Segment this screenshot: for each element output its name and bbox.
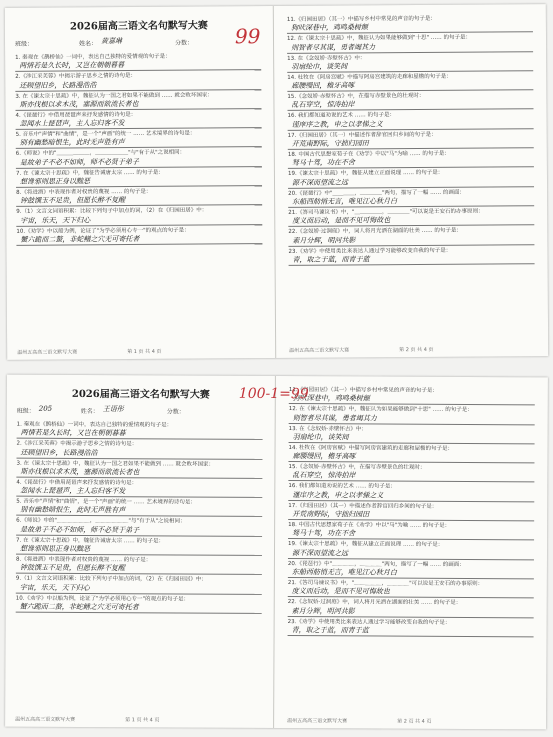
question-list-right (277, 4, 547, 266)
score-label: 分数： (166, 408, 185, 416)
question-item: 19.《谏太宗十思疏》中，魏征从建立正面说理 …… 的句子是： 源不深而望流之远 (288, 169, 540, 189)
handwritten-answer: 蟹六跪而二螯，非蛇鳝之穴无可寄托者 (16, 234, 262, 246)
question-item: 22.《念奴娇·过洞庭》中，词人将月光洒在湖面的壮美 …… 的句子是： 素月分辉，明河共影 (288, 226, 540, 246)
handwritten-answer: 东船西舫悄无言，唯见江心秋月白 (288, 568, 534, 579)
question-item: 1. 秦观在《鹊桥仙》一词中，表达自己独特的爱情观的句子是： 两情若是久长时，又岂在朝朝暮暮 (17, 421, 269, 441)
handwritten-answer: 则智者尽其谋，勇者竭其力 (287, 42, 533, 54)
exam-sheet-2 (5, 375, 548, 730)
question-item: 19.《谏太宗十思疏》中，魏征从建立正面说理 …… 的句子是： 源不深而望流之远 (288, 540, 540, 560)
handwritten-answer: 是故弟子不必不如师，师不必贤于弟子 (16, 157, 262, 169)
question-item: 18. 中国古代思想家荀子在《劝学》中以"马"为喻 …… 的句子是： 驽马十驾，功在不舍 (288, 521, 540, 541)
page-footer: 温州五高高三语文默写大赛 第 1 页 共 4 页 (17, 348, 162, 356)
handwritten-answer: 忽闻水上琵琶声，主人忘归客不发 (16, 487, 262, 498)
handwritten-answer: 斯亦伐根以求木茂，塞源而欲流长者也 (16, 468, 262, 479)
handwritten-answer: 想谗邪则思正身以黜恶 (16, 545, 262, 556)
handwritten-answer: 是故弟子不必不如师，师不必贤于弟子 (16, 525, 262, 536)
handwritten-answer: 钟鼓馔玉不足贵，但愿长醉不复醒 (16, 564, 262, 575)
question-item: 11.《归园田居》（其一）中描写乡村中常见的声音的句子是： 狗吠深巷中，鸡鸣桑树颠 (289, 386, 541, 406)
question-item: 14. 杜牧在《阿房宫赋》中描写阿房宫建筑的走廊和屋檐的句子是： 廊腰缦回，檐牙高啄 (288, 444, 540, 464)
handwritten-answer: 斯亦伐根以求木茂，塞源而欲流长者也 (15, 99, 261, 111)
handwritten-answer: 别有幽愁暗恨生，此时无声胜有声 (16, 506, 262, 517)
handwritten-answer: 羽扇纶巾，谈笑间 (289, 433, 535, 444)
question-item: 9.（1）文言文词语积累：比较下列句子中加点的词，（2）在《归园田居》中： 宇宙，乐天，天下归心 (16, 206, 268, 226)
red-score-mark: 100-1=99 (238, 385, 309, 403)
question-item: 15.《念奴娇·赤壁怀古》中，在描写赤壁景色的壮观时： 乱石穿空，惊涛拍岸 (287, 91, 539, 111)
question-item: 17.《归园田居》（其一）中描述作者辞官回归乡间的句子是： 开荒南野际，守拙归园田 (288, 502, 540, 522)
question-item: 23.《劝学》中使用类比来表达人通过学习能够改变自我的句子是： 青，取之于蓝，而青于蓝 (288, 246, 540, 266)
question-item: 6.《师说》中的"＿＿＿＿＿＿，＿＿＿＿＿＿"与"有于从"之说相同： 是故弟子不必不如师，师不必贤于弟子 (16, 149, 268, 169)
handwritten-answer: 还顾望旧乡，长路漫浩浩 (16, 448, 262, 459)
handwritten-answer: 度义而后动，是而不见可悔故也 (288, 587, 534, 598)
question-item: 7. 在《谏太宗十思疏》中，魏征告诫唐太宗 …… 的句子是： 想谗邪则思正身以黜恶 (16, 168, 268, 188)
question-item: 23.《劝学》中使用类比来表达人通过学习能够改变自我的句子是： 青，取之于蓝，而青于蓝 (288, 618, 540, 638)
question-item: 5. 音乐中"声情"和"曲情"，是一个"声画"的统一 …… 艺术境界的诗句是： 别有幽愁暗恨生，此时无声胜有声 (16, 498, 268, 518)
handwritten-answer: 蟹六跪而二螯，非蛇鳝之穴无可寄托者 (16, 603, 262, 614)
name-label: 姓名： (79, 40, 98, 48)
question-item: 3. 在《谏太宗十思疏》中，魏征认为一国之君如果不能做到 …… 就会败坏国家： 斯亦伐根以求木茂，塞源而欲流长者也 (15, 91, 267, 111)
class-label: 班级： (15, 40, 34, 48)
handwritten-answer: 源不深而望流之远 (288, 549, 534, 560)
handwritten-answer: 青，取之于蓝，而青于蓝 (288, 626, 534, 637)
question-item: 10.《劝学》中以船为例，论证了"为学必须用心专一"的观点的句子是： 蟹六跪而二螯，非蛇鳝之穴无可寄托者 (16, 226, 268, 246)
student-name: 黄嘉琳 (100, 37, 123, 46)
question-item: 21.《答司马谏议书》中，"＿＿＿＿＿，＿＿＿＿"可以说是王安石的办事原则： 度义而后动，是而不见可悔故也 (288, 579, 540, 599)
handwritten-answer: 谨庠序之教，申之以孝悌之义 (288, 491, 534, 502)
question-item: 12. 在《谏太宗十思疏》中，魏征认为如果能够做到"十思" …… 的句子是： 则智者尽其谋，勇者竭其力 (287, 33, 539, 53)
question-item: 16. 我们都知道劝说的艺术 …… 的句子是： 谨庠序之教，申之以孝悌之义 (288, 483, 540, 503)
question-item: 7. 在《谏太宗十思疏》中，魏征告诫唐太宗 …… 的句子是： 想谗邪则思正身以黜恶 (16, 536, 268, 556)
question-item: 2.《涉江采芙蓉》中揭示游子思乡之情的诗句是： 还顾望旧乡，长路漫浩浩 (16, 440, 268, 460)
handwritten-answer: 廊腰缦回，檐牙高啄 (287, 80, 533, 92)
name-label: 姓名： (80, 407, 99, 416)
question-item: 6.《师说》中的"＿＿＿＿＿＿，＿＿＿＿＿＿"与"有于从"之说相同： 是故弟子不必不如师，师不必贤于弟子 (16, 517, 268, 537)
question-item: 14. 杜牧在《阿房宫赋》中描写阿房宫建筑的走廊和屋檐的句子是： 廊腰缦回，檐牙高啄 (287, 72, 539, 92)
handwritten-answer: 别有幽愁暗恨生，此时无声胜有声 (16, 138, 262, 150)
handwritten-answer: 则智者尽其谋，勇者竭其力 (289, 414, 535, 425)
handwritten-answer: 乱石穿空，惊涛拍岸 (288, 472, 534, 483)
handwritten-answer: 谨庠序之教，申之以孝悌之义 (288, 119, 534, 131)
question-item: 20.《琵琶行》中"＿＿＿＿，＿＿＿＿"两句，描写了一幅 …… 的画面： 东船西舫悄无言，唯见江心秋月白 (288, 188, 540, 208)
handwritten-answer: 度义而后动，是而不见可悔故也 (288, 215, 534, 227)
student-name: 王语彤 (102, 405, 124, 414)
question-item: 10.《劝学》中以船为例，论证了"为学必须用心专一"的观点的句子是： 蟹六跪而二螯，非蛇鳝之穴无可寄托者 (16, 594, 268, 614)
question-item: 11.《归园田居》（其一）中描写乡村中常见的声音的句子是： 狗吠深巷中，鸡鸣桑树颠 (287, 14, 539, 34)
handwritten-answer: 开荒南野际，守拙归园田 (288, 510, 534, 521)
question-item: 4.《琵琶行》中借用琵琶声来抒发感情的诗句是： 忽闻水上琵琶声，主人忘归客不发 (16, 479, 268, 499)
handwritten-answer: 驽马十驾，功在不舍 (288, 158, 534, 170)
handwritten-answer: 素月分辉，明河共影 (288, 235, 534, 247)
handwritten-answer: 素月分辉，明河共影 (288, 607, 534, 618)
red-score-mark: 99 (234, 24, 261, 49)
handwritten-answer: 廊腰缦回，檐牙高啄 (288, 452, 534, 463)
page-footer: 温州五高高三语文默写大赛 第 2 页 共 4 页 (289, 346, 434, 354)
class-label: 班级： (16, 407, 35, 415)
question-item: 18. 中国古代思想家荀子在《劝学》中以"马"为喻 …… 的句子是： 驽马十驾，功在不舍 (288, 149, 540, 169)
question-list-right (278, 376, 547, 637)
handwritten-answer: 狗吠深巷中，鸡鸣桑树颠 (287, 23, 533, 35)
exam-title: 2026届高三语文名句默写大赛 (71, 388, 210, 401)
exam-sheet-1 (5, 4, 548, 360)
handwritten-answer: 钟鼓馔玉不足贵，但愿长醉不复醒 (16, 195, 262, 207)
question-item: 8.《将进酒》中表现作者对权贵的蔑视 …… 的句子是： 钟鼓馔玉不足贵，但愿长醉不复醒 (16, 556, 268, 576)
handwritten-answer: 宇宙，乐天，天下归心 (16, 215, 262, 227)
handwritten-answer: 乱石穿空，惊涛拍岸 (287, 100, 533, 112)
handwritten-answer: 羽扇纶巾，谈笑间 (287, 61, 533, 73)
class-value: 205 (38, 404, 53, 413)
page-footer: 温州五高高三语文默写大赛 第 1 页 共 4 页 (15, 716, 160, 724)
handwritten-answer: 源不深而望流之远 (288, 177, 534, 189)
question-item: 21.《答司马谏议书》中，"＿＿＿＿＿，＿＿＿＿"可以说是王安石的办事原则： 度义而后动，是而不见可悔故也 (288, 207, 540, 227)
question-item: 2.《涉江采芙蓉》中揭示游子思乡之情的诗句是： 还顾望旧乡，长路漫浩浩 (15, 71, 267, 91)
question-item: 5. 音乐中"声情"和"曲情"，是一个"声画"的统一 …… 艺术境界的诗句是： 别有幽愁暗恨生，此时无声胜有声 (16, 129, 268, 149)
question-item: 20.《琵琶行》中"＿＿＿＿，＿＿＿＿"两句，描写了一幅 …… 的画面： 东船西舫悄无言，唯见江心秋月白 (288, 560, 540, 580)
question-item: 22.《念奴娇·过洞庭》中，词人将月光洒在湖面的壮美 …… 的句子是： 素月分辉，明河共影 (288, 598, 540, 618)
handwritten-answer: 东船西舫悄无言，唯见江心秋月白 (288, 196, 534, 208)
student-info (17, 406, 269, 419)
student-info (15, 37, 267, 51)
question-item: 8.《将进酒》中表现作者对权贵的蔑视 …… 的句子是： 钟鼓馔玉不足贵，但愿长醉不复醒 (16, 187, 268, 207)
handwritten-answer: 开荒南野际，守拙归园田 (288, 138, 534, 150)
question-item: 16. 我们都知道劝说的艺术 …… 的句子是： 谨庠序之教，申之以孝悌之义 (288, 111, 540, 131)
handwritten-answer: 还顾望旧乡，长路漫浩浩 (15, 80, 261, 92)
handwritten-answer: 想谗邪则思正身以黜恶 (16, 176, 262, 188)
handwritten-answer: 忽闻水上琵琶声，主人忘归客不发 (16, 118, 262, 130)
question-item: 4.《琵琶行》中借用琵琶声来抒发感情的诗句是： 忽闻水上琵琶声，主人忘归客不发 (16, 110, 268, 130)
handwritten-answer: 两情若是久长时，又岂在朝朝暮暮 (15, 60, 261, 72)
handwritten-answer: 狗吠深巷中，鸡鸣桑树颠 (289, 394, 535, 405)
question-item: 17.《归园田居》（其一）中描述作者辞官回归乡间的句子是： 开荒南野际，守拙归园田 (288, 130, 540, 150)
score-label: 分数： (175, 39, 194, 47)
question-item: 12. 在《谏太宗十思疏》中，魏征认为如果能够做到"十思" …… 的句子是： 则智者尽其谋，勇者竭其力 (289, 405, 541, 425)
question-list-left (5, 52, 274, 246)
sheet-1-right-page (277, 4, 547, 358)
handwritten-answer: 宇宙，乐天，天下归心 (16, 583, 262, 594)
question-item: 13. 在《念奴娇·赤壁怀古》中： 羽扇纶巾，谈笑间 (289, 425, 541, 445)
page-footer: 温州五高高三语文默写大赛 第 2 页 共 4 页 (287, 718, 432, 725)
question-item: 15.《念奴娇·赤壁怀古》中，在描写赤壁景色的壮观时： 乱石穿空，惊涛拍岸 (288, 463, 540, 483)
question-item: 13. 在《念奴娇·赤壁怀古》中： 羽扇纶巾，谈笑间 (287, 53, 539, 73)
question-item: 3. 在《谏太宗十思疏》中，魏征认为一国之君如果不能做到 …… 就会败坏国家： 斯亦伐根以求木茂，塞源而欲流长者也 (16, 459, 268, 479)
sheet-1-left-page (5, 6, 276, 360)
question-item: 9.（1）文言文词语积累：比较下列句子中加点的词，（2）在《归园田居》中： 宇宙，乐天，天下归心 (16, 575, 268, 595)
sheet-2-right-page (277, 376, 547, 729)
handwritten-answer: 驽马十驾，功在不舍 (288, 529, 534, 540)
question-list-left (6, 421, 275, 614)
question-item: 1. 秦观在《鹊桥仙》一词中，表达自己独特的爱情观的句子是： 两情若是久长时，又岂在朝朝暮暮 (15, 52, 267, 72)
exam-title: 2026届高三语文名句默写大赛 (69, 20, 208, 33)
sheet-2-left-page (5, 375, 276, 728)
handwritten-answer: 青，取之于蓝，而青于蓝 (289, 254, 535, 266)
handwritten-answer: 两情若是久长时，又岂在朝朝暮暮 (17, 429, 263, 440)
